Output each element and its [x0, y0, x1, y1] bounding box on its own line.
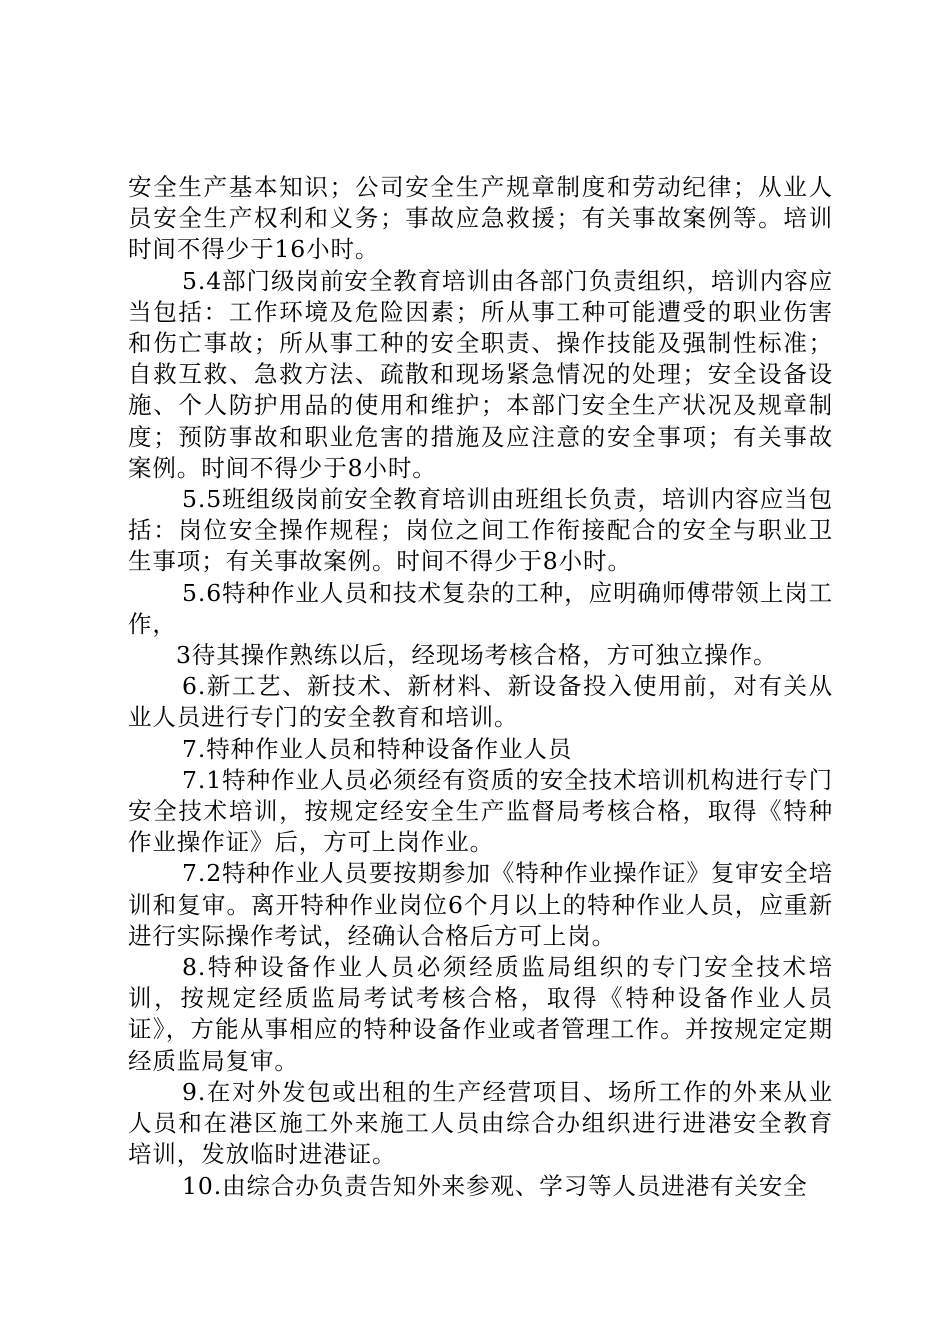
paragraph-6: 6.新工艺、新技术、新材料、新设备投入使用前，对有关从业人员进行专门的安全教育和培训。 — [128, 672, 833, 732]
paragraph-7-2: 7.2特种作业人员要按期参加《特种作业操作证》复审安全培训和复审。离开特种作业岗位6个月以上的特种作业人员，应重新进行实际操作考试，经确认合格后方可上岗。 — [128, 859, 833, 950]
paragraph-9: 9.在对外发包或出租的生产经营项目、场所工作的外来从业人员和在港区施工外来施工人员由综合办组织进行进港安全教育培训，发放临时进港证。 — [128, 1077, 833, 1169]
paragraph-intro-continued: 安全生产基本知识；公司安全生产规章制度和劳动纪律；从业人员安全生产权利和义务；事故应急救援；有关事故案例等。培训时间不得少于16小时。 — [128, 173, 833, 264]
paragraph-7-1: 7.1特种作业人员必须经有资质的安全技术培训机构进行专门安全技术培训，按规定经安全生产监督局考核合格，取得《特种作业操作证》后，方可上岗作业。 — [128, 765, 833, 857]
document-body — [128, 172, 833, 1202]
paragraph-5-4: 5.4部门级岗前安全教育培训由各部门负责组织，培训内容应当包括：工作环境及危险因素；所从事工种可能遭受的职业伤害和伤亡事故；所从事工种的安全职责、操作技能及强制性标准；自救互救、急救方法、疏散和现场紧急情况的处理；安全设备设施、个人防护用品的使用和维护；本部门安全生产状况及规章制度；预防事故和职业危害的措施及应注意的安全事项；有关事故案例。时间不得少于8小时。 — [128, 266, 833, 482]
paragraph-5-6: 5.6特种作业人员和技术复杂的工种，应明确师傅带领上岗工作， — [128, 578, 833, 638]
paragraph-7-heading: 7.特种作业人员和特种设备作业人员 — [182, 734, 573, 763]
paragraph-5-6-continued: 3待其操作熟练以后，经现场考核合格，方可独立操作。 — [176, 641, 778, 670]
paragraph-8: 8.特种设备作业人员必须经质监局组织的专门安全技术培训，按规定经质监局考试考核合格，取得《特种设备作业人员证》，方能从事相应的特种设备作业或者管理工作。并按规定定期经质监局复审。 — [128, 953, 833, 1075]
paragraph-5-5: 5.5班组级岗前安全教育培训由班组长负责，培训内容应当包括：岗位安全操作规程；岗位之间工作衔接配合的安全与职业卫生事项；有关事故案例。时间不得少于8小时。 — [128, 485, 833, 576]
paragraph-10: 10.由综合办负责告知外来参观、学习等人员进港有关安全 — [182, 1171, 808, 1200]
